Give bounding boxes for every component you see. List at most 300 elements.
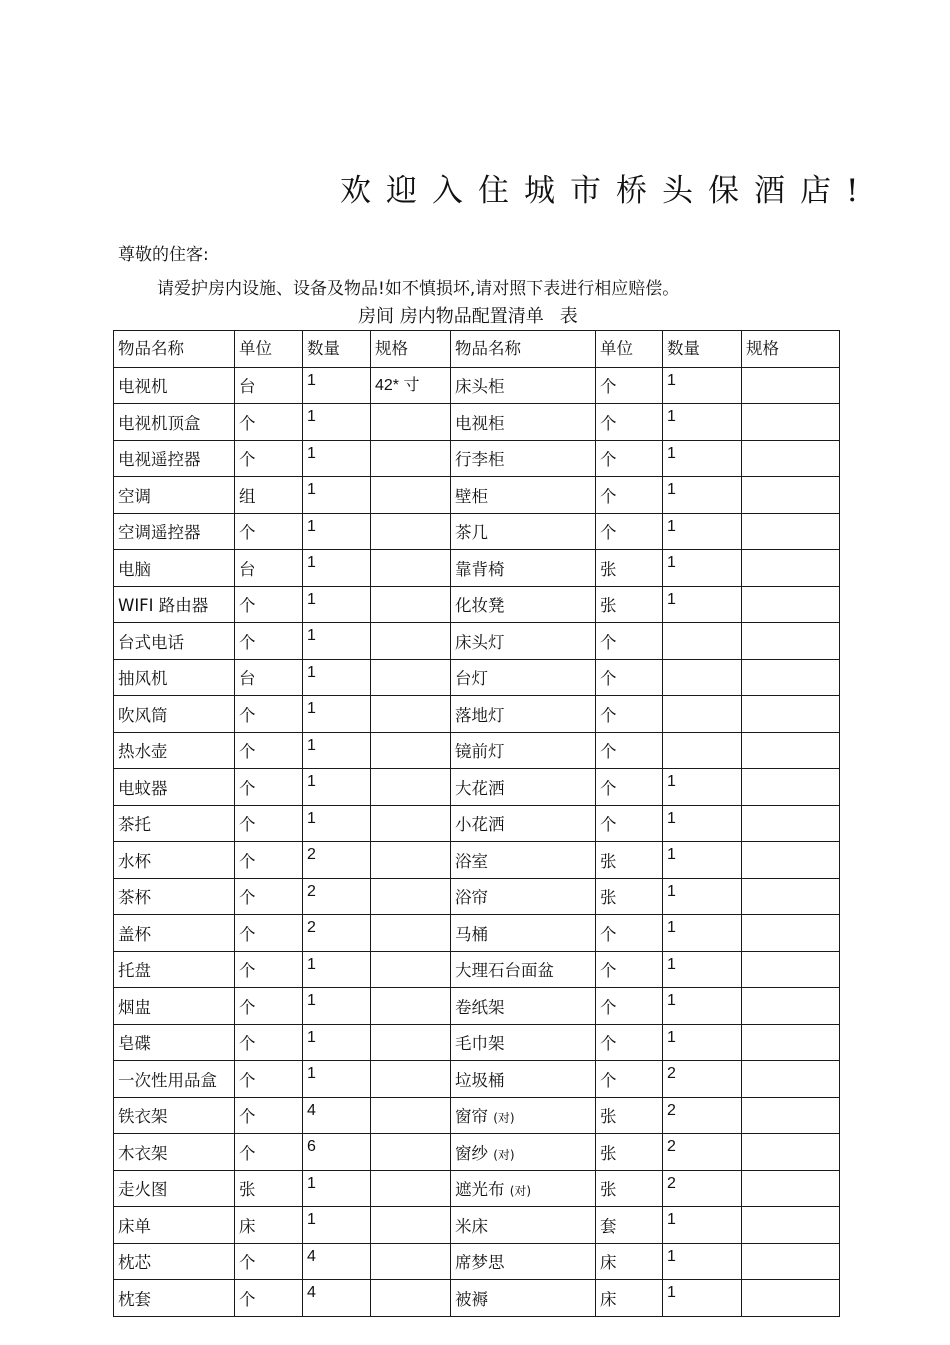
item-name-cell (451, 1134, 596, 1171)
item-name-cell (114, 440, 235, 477)
unit-text: 个 (600, 1034, 617, 1054)
quantity-text: 1 (307, 736, 316, 754)
spec-cell (742, 842, 840, 879)
quantity-text: 1 (307, 517, 316, 535)
quantity-cell (303, 951, 371, 988)
quantity-text: 6 (307, 1138, 316, 1155)
item-name-cell (114, 769, 235, 806)
quantity-cell (303, 367, 371, 404)
item-name-text: 茶托 (118, 815, 151, 835)
unit-text: 个 (239, 1070, 256, 1090)
item-name-text: 窗纱 (455, 1143, 488, 1163)
quantity-cell (303, 1061, 371, 1098)
unit-cell (596, 1097, 663, 1134)
quantity-cell (303, 1170, 371, 1207)
item-name-text: 抽风机 (118, 669, 168, 689)
unit-cell (235, 586, 303, 623)
table-row (114, 659, 840, 696)
item-name-text: 床头柜 (455, 377, 505, 397)
item-name-cell (451, 1061, 596, 1098)
unit-text: 个 (600, 778, 617, 798)
unit-text: 张 (600, 596, 617, 616)
quantity-text: 2 (307, 919, 316, 936)
item-name-text: 落地灯 (455, 705, 505, 725)
quantity-text: 1 (667, 554, 676, 571)
unit-text: 张 (600, 888, 617, 908)
notice-text: 请爱护房内设施、设备及物品!如不慎损坏,请对照下表进行相应赔偿。 (157, 279, 680, 299)
item-name-cell (114, 586, 235, 623)
unit-text: 个 (239, 413, 256, 433)
unit-cell (235, 1061, 303, 1098)
item-name-text: 空调 (118, 486, 151, 506)
spec-cell (742, 769, 840, 806)
item-name-cell (451, 513, 596, 550)
unit-cell (235, 477, 303, 514)
quantity-cell (303, 659, 371, 696)
header-cell: 数量 (303, 331, 371, 368)
quantity-cell (303, 696, 371, 733)
item-name-text: 被褥 (455, 1289, 488, 1309)
item-name-cell (114, 1024, 235, 1061)
item-name-text: 毛巾架 (455, 1034, 505, 1054)
unit-text: 个 (239, 596, 256, 616)
unit-cell (235, 915, 303, 952)
quantity-cell (303, 623, 371, 660)
unit-text: 个 (600, 742, 617, 762)
spec-cell (371, 477, 451, 514)
spec-cell (742, 477, 840, 514)
item-name-cell (451, 951, 596, 988)
item-name-cell (114, 623, 235, 660)
item-name-cell (114, 477, 235, 514)
quantity-text: 1 (307, 444, 316, 462)
unit-text: 个 (600, 377, 617, 397)
quantity-text: 1 (667, 809, 676, 827)
item-name-cell (451, 1097, 596, 1134)
item-name-text: 化妆凳 (455, 596, 505, 616)
unit-text: 套 (600, 1216, 617, 1236)
item-name-cell (114, 513, 235, 550)
item-name-text: 水杯 (118, 851, 151, 871)
item-name-text: 枕芯 (118, 1253, 151, 1273)
unit-cell (596, 513, 663, 550)
unit-text: 个 (239, 888, 256, 908)
header-cell: 数量 (663, 331, 742, 368)
item-name-cell (451, 732, 596, 769)
item-name-text: 窗帘 (455, 1107, 488, 1127)
item-name-cell (451, 1170, 596, 1207)
unit-text: 床 (600, 1253, 617, 1273)
unit-cell (235, 404, 303, 441)
unit-text: 个 (239, 851, 256, 871)
table-row (114, 951, 840, 988)
quantity-text: 1 (307, 955, 316, 973)
table-row (114, 769, 840, 806)
table-row (114, 513, 840, 550)
spec-cell (371, 1061, 451, 1098)
unit-cell (235, 988, 303, 1025)
quantity-cell (663, 769, 742, 806)
spec-cell (742, 988, 840, 1025)
table-row (114, 1207, 840, 1244)
item-name-cell (451, 915, 596, 952)
quantity-cell (663, 805, 742, 842)
quantity-cell (663, 1280, 742, 1317)
quantity-cell (663, 732, 742, 769)
quantity-cell (663, 696, 742, 733)
quantity-cell (663, 586, 742, 623)
item-name-cell (451, 988, 596, 1025)
quantity-cell (663, 915, 742, 952)
quantity-text: 2 (307, 846, 316, 863)
quantity-text: 2 (667, 1138, 676, 1155)
quantity-cell (663, 513, 742, 550)
quantity-cell (663, 623, 742, 660)
spec-cell (371, 915, 451, 952)
unit-text: 个 (239, 1107, 256, 1127)
unit-text: 个 (600, 669, 617, 689)
caption-suffix: 表 (559, 306, 578, 327)
table-row (114, 404, 840, 441)
quantity-cell (303, 732, 371, 769)
spec-cell (371, 1134, 451, 1171)
item-name-cell (114, 951, 235, 988)
unit-cell (235, 732, 303, 769)
unit-cell (596, 842, 663, 879)
item-name-text: 垃圾桶 (455, 1070, 505, 1090)
quantity-text: 1 (667, 1247, 676, 1265)
unit-cell (596, 805, 663, 842)
greeting: 尊敬的住客: (118, 245, 209, 265)
item-name-text: 托盘 (118, 961, 151, 981)
quantity-text: 2 (667, 1065, 676, 1082)
quantity-cell (663, 659, 742, 696)
inventory-table (113, 330, 840, 1317)
unit-text: 个 (600, 632, 617, 652)
spec-cell (371, 1280, 451, 1317)
unit-text: 个 (600, 705, 617, 725)
item-name-cell (114, 1097, 235, 1134)
quantity-cell (303, 805, 371, 842)
item-name-text: 电蚊器 (118, 778, 168, 798)
quantity-cell (663, 1243, 742, 1280)
item-name-cell (451, 586, 596, 623)
item-name-text: 浴室 (455, 851, 488, 871)
unit-cell (235, 1243, 303, 1280)
item-name-text: 遮光布 (455, 1180, 505, 1200)
unit-cell (596, 1061, 663, 1098)
quantity-cell (303, 878, 371, 915)
item-name-text: 壁柜 (455, 486, 488, 506)
unit-cell (596, 404, 663, 441)
item-name-text: 行李柜 (455, 450, 505, 470)
item-name-text: 茶几 (455, 523, 488, 543)
unit-text: 个 (239, 961, 256, 981)
quantity-cell (663, 1207, 742, 1244)
unit-text: 个 (239, 523, 256, 543)
unit-cell (596, 878, 663, 915)
quantity-cell (303, 1134, 371, 1171)
item-name-text: 烟盅 (118, 997, 151, 1017)
unit-text: 个 (239, 1289, 256, 1309)
item-name-text: 皂碟 (118, 1034, 151, 1054)
table-row (114, 988, 840, 1025)
spec-cell (371, 623, 451, 660)
quantity-cell (663, 988, 742, 1025)
item-name-text: 盖杯 (118, 924, 151, 944)
table-row (114, 732, 840, 769)
unit-text: 组 (239, 486, 256, 506)
unit-cell (235, 367, 303, 404)
quantity-cell (303, 586, 371, 623)
spec-cell (371, 513, 451, 550)
spec-cell (742, 696, 840, 733)
unit-cell (596, 732, 663, 769)
table-row (114, 586, 840, 623)
item-name-text: 走火图 (118, 1180, 168, 1200)
quantity-cell (663, 1024, 742, 1061)
unit-cell (235, 1207, 303, 1244)
caption-main: 房间 房内物品配置清单 (358, 306, 544, 327)
quantity-cell (303, 915, 371, 952)
item-name-text: 大花洒 (455, 778, 505, 798)
unit-text: 张 (600, 1180, 617, 1200)
quantity-text: 1 (667, 955, 676, 973)
table-row (114, 805, 840, 842)
quantity-text: 1 (307, 627, 316, 644)
quantity-cell (663, 878, 742, 915)
item-name-cell (114, 550, 235, 587)
item-name-text: 铁衣架 (118, 1107, 168, 1127)
quantity-cell (663, 404, 742, 441)
quantity-cell (663, 1134, 742, 1171)
quantity-text: 1 (307, 809, 316, 827)
spec-cell (742, 1170, 840, 1207)
table-row (114, 1170, 840, 1207)
item-name-cell (114, 696, 235, 733)
unit-text: 个 (239, 705, 256, 725)
unit-cell (596, 1134, 663, 1171)
unit-text: 张 (600, 559, 617, 579)
item-name-cell (451, 805, 596, 842)
spec-cell (371, 586, 451, 623)
item-name-cell (114, 659, 235, 696)
quantity-text: 2 (667, 1174, 676, 1192)
unit-cell (235, 1134, 303, 1171)
unit-cell (596, 951, 663, 988)
item-name-text: 靠背椅 (455, 559, 505, 579)
unit-cell (596, 915, 663, 952)
header-cell: 物品名称 (451, 331, 596, 368)
table-row (114, 1024, 840, 1061)
quantity-cell (303, 440, 371, 477)
item-name-text: 床单 (118, 1216, 151, 1236)
unit-cell (596, 367, 663, 404)
quantity-text: 1 (667, 919, 676, 936)
unit-text: 个 (600, 486, 617, 506)
unit-text: 个 (600, 1070, 617, 1090)
quantity-text: 1 (667, 590, 676, 608)
item-name-text: 席梦思 (455, 1253, 505, 1273)
quantity-text: 2 (307, 882, 316, 900)
item-name-cell (114, 988, 235, 1025)
item-name-text: 木衣架 (118, 1143, 168, 1163)
item-name-cell (114, 1170, 235, 1207)
unit-text: 个 (239, 450, 256, 470)
item-name-text: 小花洒 (455, 815, 505, 835)
spec-cell (371, 805, 451, 842)
quantity-text: 1 (667, 481, 676, 498)
item-name-text: 茶杯 (118, 888, 151, 908)
spec-cell (371, 367, 451, 404)
quantity-cell (663, 1097, 742, 1134)
spec-cell (742, 805, 840, 842)
unit-text: 个 (239, 815, 256, 835)
unit-cell (235, 878, 303, 915)
unit-cell (596, 586, 663, 623)
quantity-cell (303, 1243, 371, 1280)
spec-cell (742, 1207, 840, 1244)
unit-cell (235, 842, 303, 879)
quantity-cell (303, 513, 371, 550)
item-name-cell (451, 878, 596, 915)
item-name-text: 浴帘 (455, 888, 488, 908)
quantity-cell (663, 951, 742, 988)
quantity-cell (303, 1097, 371, 1134)
item-name-cell (451, 769, 596, 806)
item-name-cell (114, 878, 235, 915)
quantity-text: 1 (667, 1028, 676, 1046)
item-name-cell (114, 1207, 235, 1244)
item-name-text: 台式电话 (118, 632, 184, 652)
table-row (114, 878, 840, 915)
unit-cell (596, 696, 663, 733)
spec-cell (371, 404, 451, 441)
quantity-cell (303, 477, 371, 514)
unit-cell (235, 623, 303, 660)
spec-cell (742, 404, 840, 441)
page-title: 欢迎入住城市桥头保酒店! (340, 173, 874, 209)
item-name-text: 米床 (455, 1216, 488, 1236)
item-name-text: 电脑 (118, 559, 151, 579)
quantity-text: 1 (307, 700, 316, 717)
quantity-text: 1 (307, 371, 316, 389)
unit-text: 台 (239, 669, 256, 689)
unit-cell (596, 623, 663, 660)
unit-text: 个 (239, 997, 256, 1017)
quantity-text: 2 (667, 1101, 676, 1119)
spec-cell (371, 1170, 451, 1207)
spec-cell (371, 769, 451, 806)
quantity-text: 1 (307, 554, 316, 571)
quantity-cell (303, 1024, 371, 1061)
spec-text: 42* 寸 (375, 376, 420, 394)
spec-cell (742, 513, 840, 550)
unit-text: 个 (600, 815, 617, 835)
quantity-text: 1 (667, 371, 676, 389)
spec-cell (742, 951, 840, 988)
unit-cell (235, 440, 303, 477)
spec-cell (371, 1097, 451, 1134)
table-row (114, 1243, 840, 1280)
unit-text: 张 (600, 1143, 617, 1163)
quantity-text: 1 (667, 1211, 676, 1228)
item-name-text: 大理石台面盆 (455, 961, 554, 981)
unit-cell (235, 696, 303, 733)
unit-cell (596, 1024, 663, 1061)
unit-cell (235, 1097, 303, 1134)
quantity-text: 4 (307, 1284, 316, 1301)
quantity-cell (663, 477, 742, 514)
item-name-cell (114, 404, 235, 441)
item-name-cell (114, 1061, 235, 1098)
quantity-cell (303, 550, 371, 587)
quantity-cell (303, 988, 371, 1025)
spec-cell (371, 1207, 451, 1244)
table-row (114, 623, 840, 660)
header-cell: 单位 (596, 331, 663, 368)
item-name-cell (451, 842, 596, 879)
spec-cell (742, 878, 840, 915)
item-name-cell (114, 367, 235, 404)
unit-text: 台 (239, 377, 256, 397)
unit-text: 张 (239, 1180, 256, 1200)
item-note: (对) (493, 1111, 515, 1126)
unit-text: 个 (600, 961, 617, 981)
quantity-text: 1 (667, 444, 676, 462)
table-row (114, 1097, 840, 1134)
item-note: (对) (493, 1147, 515, 1162)
quantity-text: 1 (307, 1028, 316, 1046)
item-name-cell (114, 1243, 235, 1280)
quantity-text: 1 (667, 408, 676, 425)
unit-cell (235, 805, 303, 842)
item-name-cell (451, 477, 596, 514)
spec-cell (742, 1097, 840, 1134)
table-row (114, 1280, 840, 1317)
quantity-text: 4 (307, 1247, 316, 1265)
item-name-cell (451, 367, 596, 404)
quantity-text: 1 (307, 1174, 316, 1192)
unit-cell (596, 440, 663, 477)
spec-cell (371, 550, 451, 587)
quantity-text: 1 (307, 1211, 316, 1228)
spec-cell (371, 1243, 451, 1280)
spec-cell (742, 915, 840, 952)
item-name-text: 电视机 (118, 377, 168, 397)
item-note: (对) (509, 1184, 532, 1199)
unit-cell (596, 769, 663, 806)
quantity-text: 1 (667, 773, 676, 790)
unit-text: 个 (600, 450, 617, 470)
spec-cell (742, 659, 840, 696)
spec-cell (742, 1024, 840, 1061)
spec-cell (742, 1280, 840, 1317)
spec-cell (371, 988, 451, 1025)
quantity-cell (303, 1280, 371, 1317)
header-cell: 规格 (371, 331, 451, 368)
unit-cell (235, 1280, 303, 1317)
quantity-text: 1 (307, 1065, 316, 1082)
item-name-cell (451, 550, 596, 587)
unit-text: 个 (239, 742, 256, 762)
unit-text: 个 (239, 924, 256, 944)
unit-cell (235, 513, 303, 550)
quantity-text: 1 (667, 992, 676, 1009)
item-name-cell (114, 915, 235, 952)
quantity-text: 1 (667, 1284, 676, 1301)
item-name-cell (114, 842, 235, 879)
